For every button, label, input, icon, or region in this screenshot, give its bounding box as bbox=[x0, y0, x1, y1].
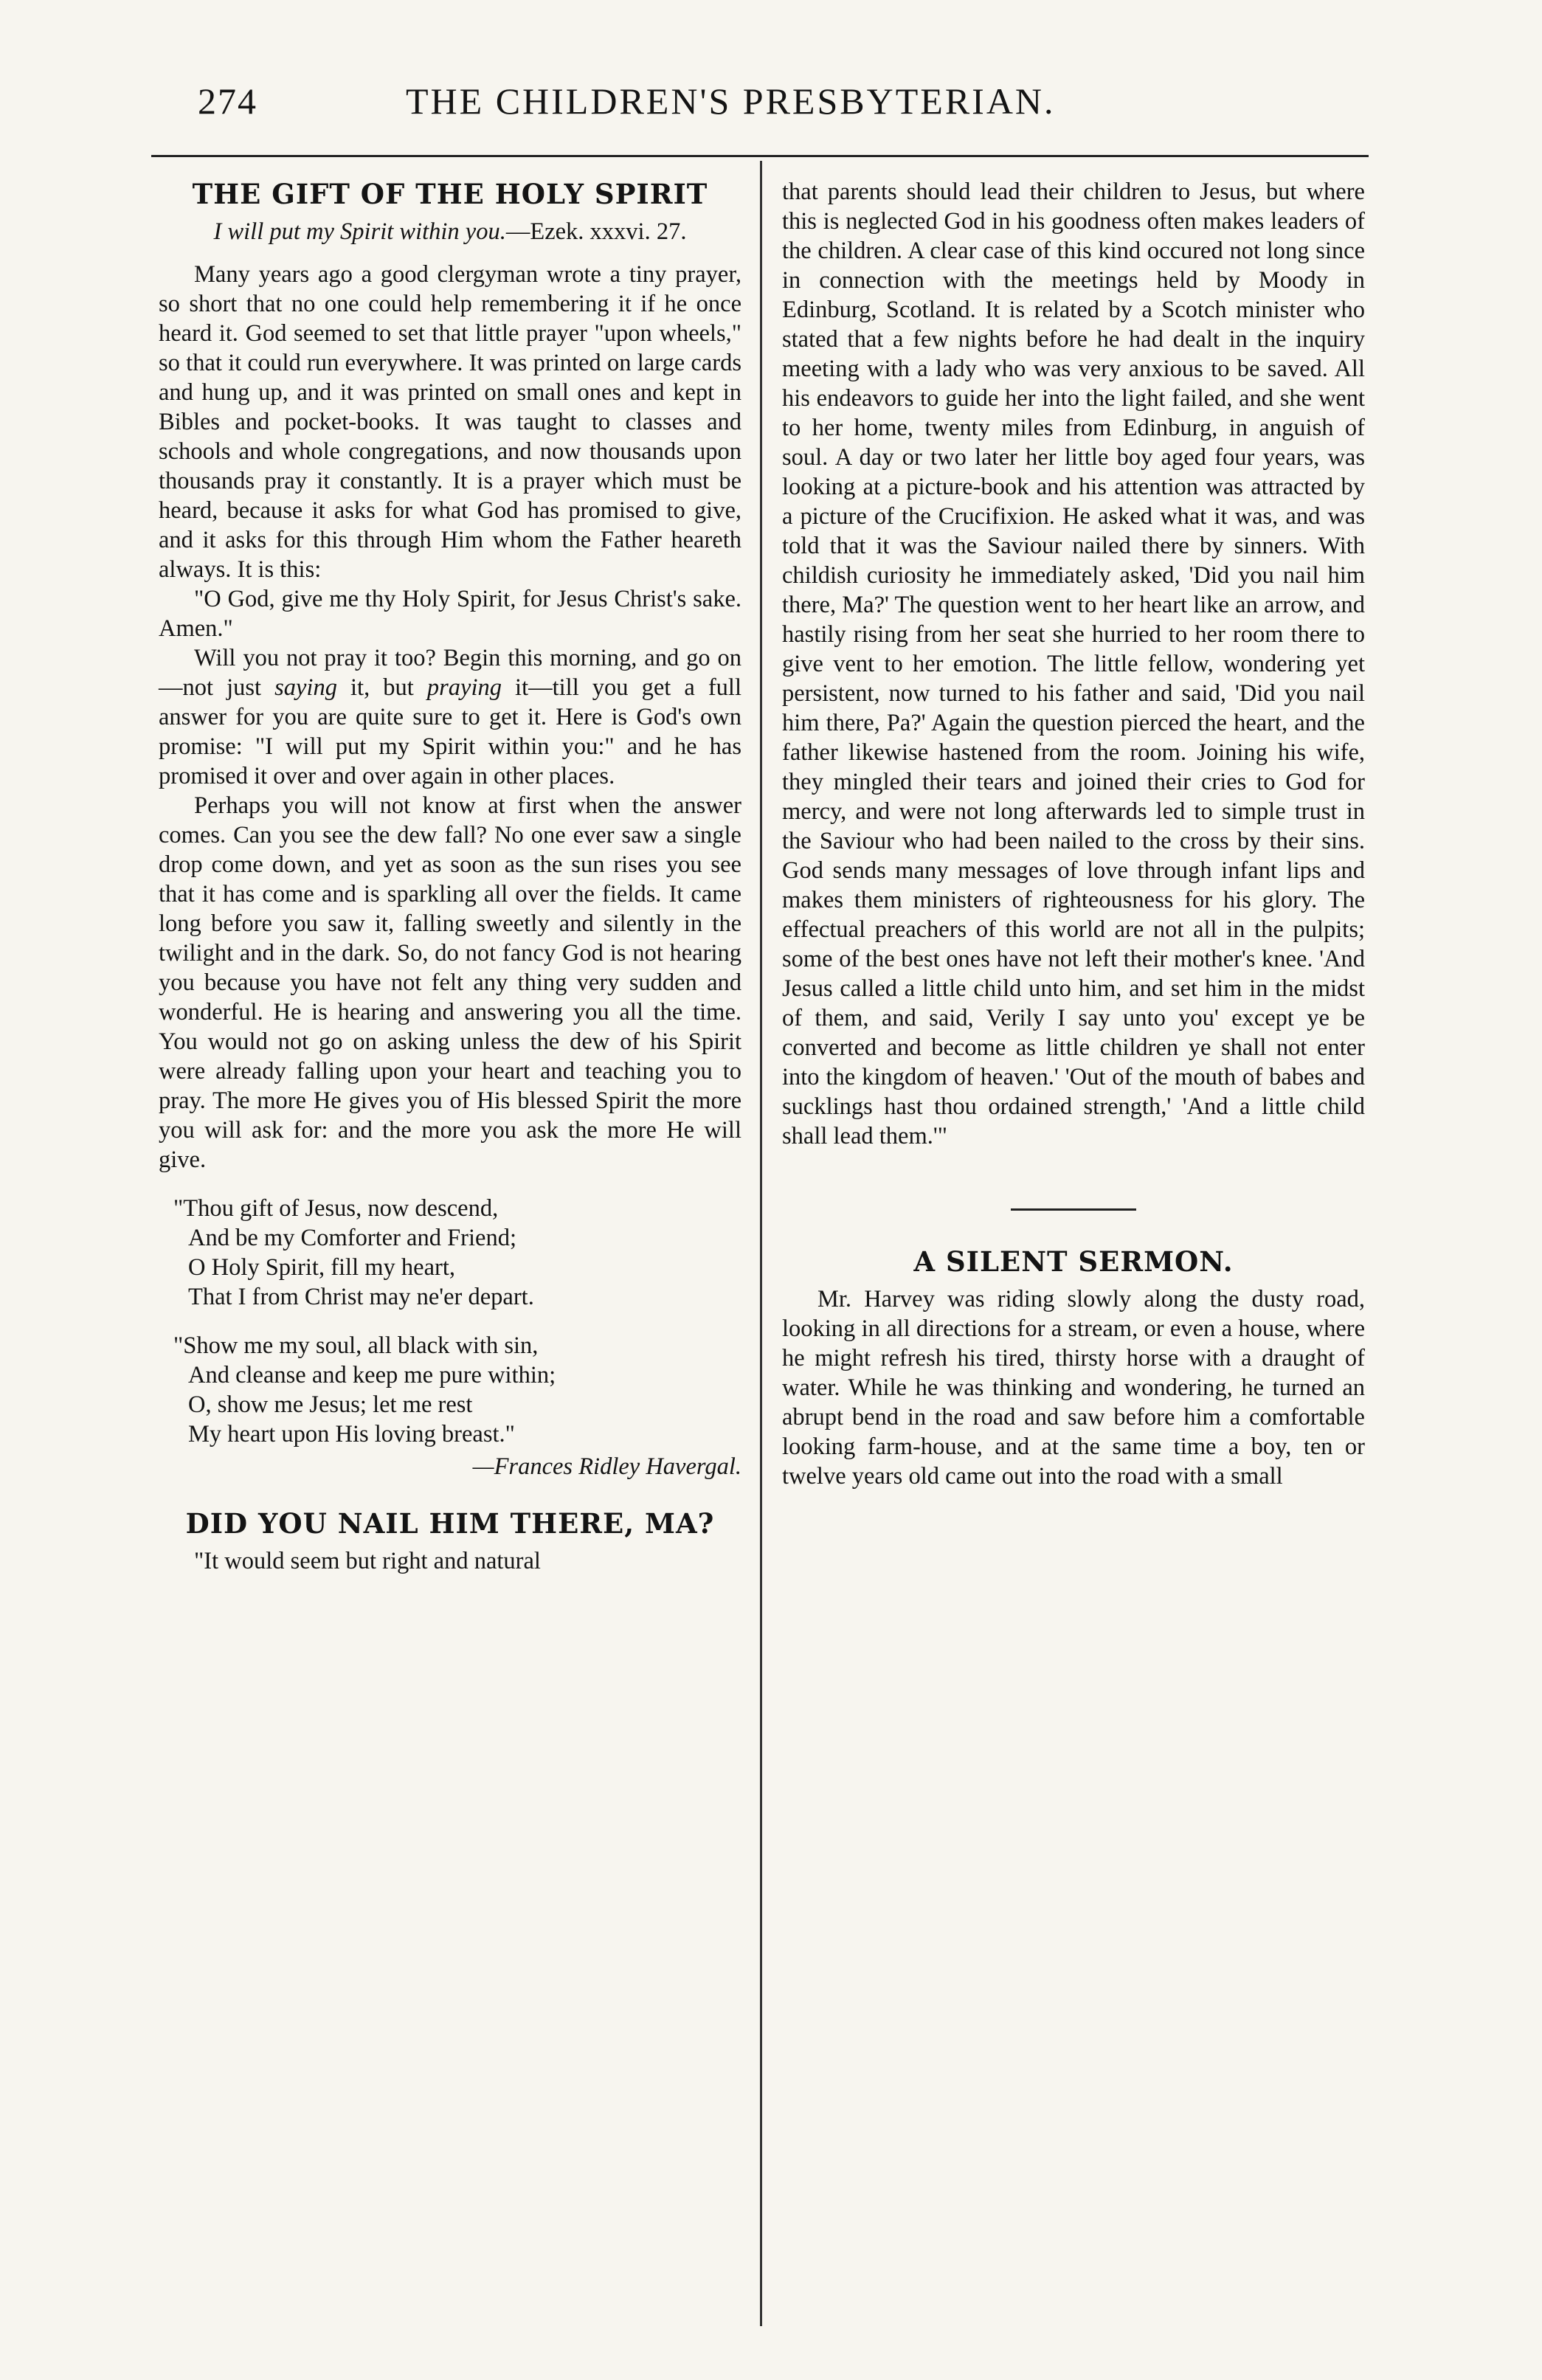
text-run: it—till you get a full answer for you are quite sure to get it. Here is God's own promise: "I will put my Spirit within you:" and he has promised it over and over again in other places. bbox=[159, 674, 741, 789]
left-column bbox=[159, 177, 741, 1576]
running-head: THE CHILDREN'S PRESBYTERIAN. bbox=[406, 80, 1056, 122]
hymn-stanza bbox=[159, 1331, 741, 1449]
verse-line: And be my Comforter and Friend; bbox=[188, 1225, 516, 1251]
paragraph: Many years ago a good clergyman wrote a tiny prayer, so short that no one could help remembering it if he once heard it. God seemed to set that little prayer "upon wheels," so that it could run everywhere. It was printed on large cards and hung up, and it was printed on small ones and kept in Bibles and pocket-books. It was taught to classes and schools and whole congregations, and now thousands upon thousands pray it constantly. It is a prayer which must be heard, because it asks for what God has promised to give, and it asks for this through Him whom the Father heareth always. It is this: bbox=[159, 261, 741, 583]
hymn-attribution: —Frances Ridley Havergal. bbox=[472, 1453, 741, 1480]
paragraph: "It would seem but right and natural bbox=[194, 1548, 541, 1574]
epigraph-reference: —Ezek. xxxvi. 27. bbox=[505, 218, 687, 245]
verse-line: My heart upon His loving breast." bbox=[188, 1421, 515, 1447]
article-title-gift: THE GIFT OF THE HOLY SPIRIT bbox=[192, 178, 708, 210]
epigraph-text: I will put my Spirit within you. bbox=[213, 218, 506, 245]
italic-word: praying bbox=[426, 674, 502, 701]
page-header bbox=[0, 80, 1542, 139]
verse-line: O Holy Spirit, fill my heart, bbox=[188, 1254, 455, 1281]
column-divider bbox=[760, 161, 762, 2326]
text-run: Will you not pray it too? Begin this morning, and go on—not just bbox=[159, 645, 741, 701]
epigraph bbox=[159, 217, 741, 246]
paragraph bbox=[159, 643, 741, 791]
paragraph: Mr. Harvey was riding slowly along the dusty road, looking in all directions for a stream, or even a house, where he might refresh his tired, thirsty horse with a draught of water. While he was thinking and wondering, he turned an abrupt bend in the road and saw before him a comfortable looking farm-house, and at the same time a boy, ten or twelve years old came out into the road with a small bbox=[782, 1286, 1365, 1490]
verse-line: And cleanse and keep me pure within; bbox=[188, 1362, 556, 1388]
verse-line: "Thou gift of Jesus, now descend, bbox=[173, 1195, 499, 1222]
paragraph-continued: that parents should lead their children to Jesus, but where this is neglected God in his goodness often makes leaders of the children. A clear case of this kind occured not long since in connection with the meetings held by Moody in Edinburg, Scotland. It is related by a Scotch minister who stated that a few nights before he had dealt in the inquiry meeting with a lady who was very anxious to be saved. All his endeavors to guide her into the light failed, and she went to her home, twenty miles from Edinburg, in anguish of soul. A day or two later her little boy aged four years, was looking at a picture-book and his attention was attracted by a picture of the Crucifixion. He asked what it was, and was told that it was the Saviour nailed there by sinners. With childish curiosity he immediately asked, 'Did you nail him there, Ma?' The question went to her heart like an arrow, and hastily rising from her seat she hurried to her room there to give vent to her emotion. The little fellow, wondering yet persistent, now turned to his father and said, 'Did you nail him there, Pa?' Again the question pierced the heart, and the father likewise hastened from the room. Joining his wife, they mingled their tears and joined their cries to God for mercy, and were not long afterwards led to simple trust in the Saviour who had been nailed to the cross by their sins. God sends many messages of love through infant lips and makes them ministers of righteousness for his glory. The effectual preachers of this world are not all in the pulpits; some of the best ones have not left their mother's knee. 'And Jesus called a little child unto him, and set him in the midst of them, and said, Verily I say unto you' except ye be converted and become as little children ye shall not enter into the kingdom of heaven.' 'Out of the mouth of babes and sucklings hast thou ordained strength,' 'And a little child shall lead them.'" bbox=[782, 179, 1365, 1149]
article-title-nail: DID YOU NAIL HIM THERE, MA? bbox=[185, 1507, 715, 1540]
italic-word: saying bbox=[274, 674, 337, 701]
right-column bbox=[782, 177, 1365, 1491]
verse-line: O, show me Jesus; let me rest bbox=[188, 1391, 473, 1418]
paragraph: Perhaps you will not know at first when the answer comes. Can you see the dew fall? No one ever saw a single drop come down, and yet as soon as the sun rises you see that it has come and is sparkling all over the fields. It came long before you saw it, falling sweetly and silently in the twilight and in the dark. So, do not fancy God is not hearing you because you have not felt any thing very sudden and wonderful. He is hearing and answering you all the time. You would not go on asking unless the dew of his Spirit were already falling upon your heart and teaching you to pray. The more He gives you of His blessed Spirit the more you will ask for: and the more you ask the more He will give. bbox=[159, 792, 741, 1173]
page-number: 274 bbox=[198, 80, 257, 122]
section-rule bbox=[1011, 1208, 1136, 1211]
verse-line: "Show me my soul, all black with sin, bbox=[173, 1332, 539, 1359]
text-run: it, but bbox=[336, 674, 427, 701]
article-title-sermon: A SILENT SERMON. bbox=[913, 1245, 1234, 1278]
paragraph: "O God, give me thy Holy Spirit, for Jesus Christ's sake. Amen." bbox=[159, 586, 741, 642]
verse-line: That I from Christ may ne'er depart. bbox=[188, 1284, 534, 1310]
hymn-stanza bbox=[159, 1194, 741, 1312]
header-rule bbox=[151, 155, 1369, 157]
